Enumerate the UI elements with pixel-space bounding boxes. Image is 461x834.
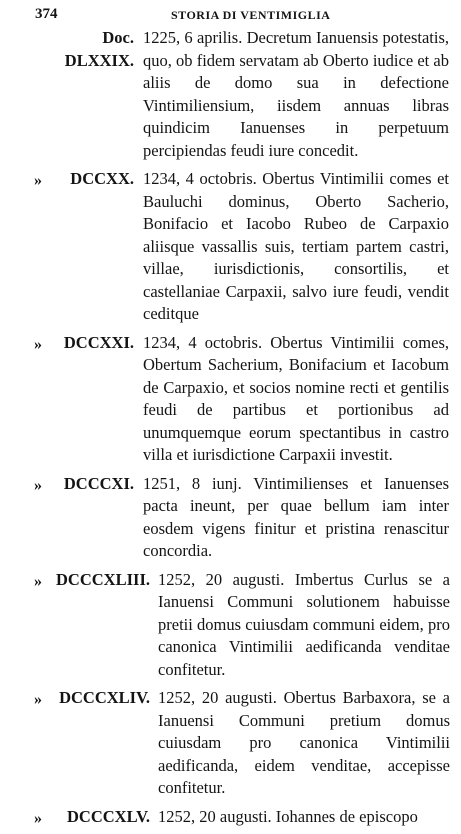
document-summary: 1252, 20 augusti. Obertus Barbaxora, se a Ianuensi Communi pretium domus cuiusdam pro canonica Vintimilii aedificanda, eidem venditae, accepisse confitetur. xyxy=(158,688,450,797)
page-number: 374 xyxy=(35,6,58,22)
document-summary: 1252, 20 augusti. Imbertus Curlus se a Ianuensi Communi solutionem habuisse pretii domus cuiusdam communi eidem, pro canonica Vintimilii aedificanda venditae confitetur. xyxy=(158,569,450,679)
document-entry xyxy=(0,806,461,829)
document-summary: 1225, 6 aprilis. Decretum Ianuensis potestatis, quo, ob fidem servatam ab Oberto iudice et ab aliis de domo sua in defectione Vintimiliensium, iisdem annuas libras quindicim Ianuenses in perpetuum percipiendas feudi iure concedit. xyxy=(143,28,449,160)
ditto-mark: » xyxy=(34,172,42,189)
document-number: DCCXXI. xyxy=(63,332,134,352)
document-entry xyxy=(0,332,461,467)
document-number: DCCXX. xyxy=(70,169,134,188)
ditto-mark: » xyxy=(34,691,42,708)
ditto-mark: » xyxy=(34,476,42,494)
ditto-mark: » xyxy=(34,572,42,590)
document-entry xyxy=(0,168,461,326)
document-number: DCCCXLIV. xyxy=(59,688,150,707)
ditto-mark: » xyxy=(34,809,42,827)
document-entry xyxy=(0,473,461,563)
document-list xyxy=(0,27,461,834)
document-number: DCCCXLIII. xyxy=(56,569,150,589)
document-entry xyxy=(0,687,461,800)
running-title: STORIA DI VENTIMIGLIA xyxy=(171,8,331,22)
document-summary: 1234, 4 octobris. Obertus Vintimilii comes, Obertum Sacherium, Bonifacium et Iacobum de Carpaxio, et socios nomine recti et gentilis feudi de partibus et portionibus ad unumquemque eorum spectantibus in castro villa et iurisdictione Carpaxii investit. xyxy=(143,332,449,464)
document-entry xyxy=(0,569,461,682)
document-summary: 1251, 8 iunj. Vintimilienses et Ianuenses pacta ineunt, per quae bellum iam inter eosdem vigens finitur et pristina renascitur concordia. xyxy=(143,473,449,560)
document-summary: 1252, 20 augusti. Iohannes de episcopo xyxy=(158,806,418,826)
document-summary: 1234, 4 octobris. Obertus Vintimilii comes et Bauluchi dominus, Oberto Sacherio, Bonifacio et Iacobo Rubeo de Carpaxio aliisque vassallis suis, tertiam partem castri, villae, iurisdictionis, consortilis, et castellaniae Carpaxii, salvo iure feudi, vendit ceditque xyxy=(143,169,449,323)
document-number: Doc. DLXXIX. xyxy=(64,28,134,70)
document-entry xyxy=(0,27,461,162)
document-number: DCCCXI. xyxy=(63,473,134,493)
document-number: DCCCXLV. xyxy=(67,806,150,826)
page-header xyxy=(0,4,461,26)
ditto-mark: » xyxy=(34,335,42,353)
